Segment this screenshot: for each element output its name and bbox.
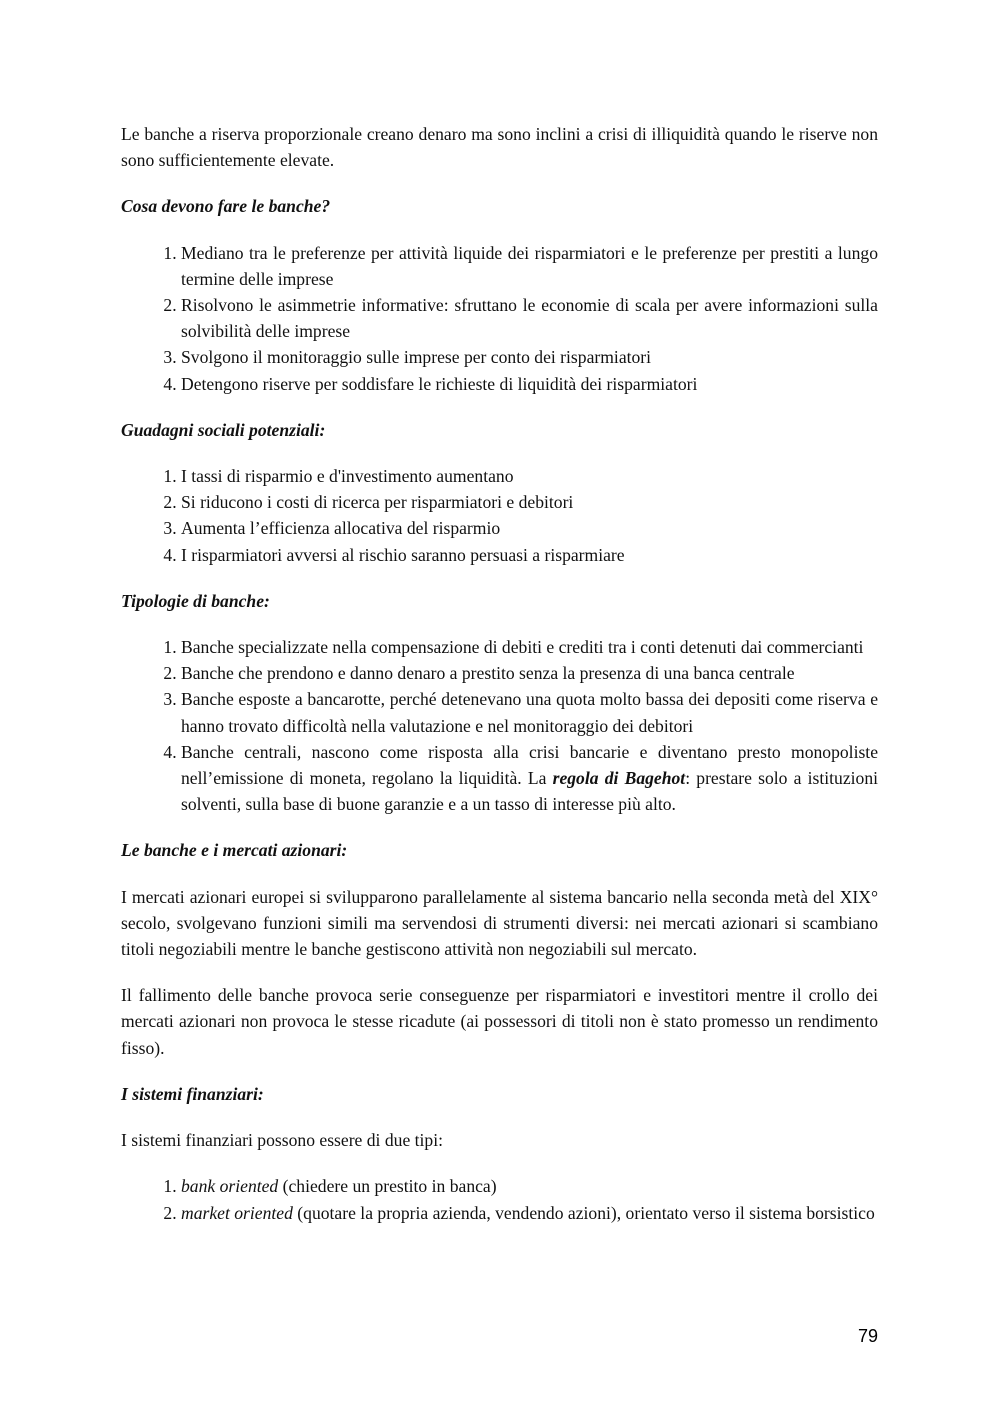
list-item [181,1200,878,1226]
list-item-term: market oriented [181,1202,293,1223]
list-item: 4. Detengono riserve per soddisfare le richieste di liquidità dei risparmiatori [181,371,878,397]
social-gains-list [121,463,878,568]
list-item: 3. Svolgono il monitoraggio sulle imprese per conto dei risparmiatori [181,344,878,370]
list-item: 1. I tassi di risparmio e d'investimento aumentano [181,463,878,489]
list-item-text: Banche centrali, nascono come risposta alla crisi bancarie e diventano presto monopoliste nell’emissione di moneta, regolano la liquidità. La [181,741,878,789]
bagehot-rule-term: regola di Bagehot [552,768,686,789]
body-paragraph: Il fallimento delle banche provoca serie conseguenze per risparmiatori e investitori mentre il crollo dei mercati azionari non provoca le stesse ricadute (ai possessori di titoli non è stato promesso un rendimento fisso). [121,985,878,1058]
body-paragraph: I sistemi finanziari possono essere di due tipi: [121,1130,443,1151]
list-item: 3. Aumenta l’efficienza allocativa del risparmio [181,515,878,541]
section-heading-social-gains: Guadagni sociali potenziali: [121,419,326,440]
list-item: 2. Risolvono le asimmetrie informative: sfruttano le economie di scala per avere informazioni sulla solvibilità delle imprese [181,292,878,344]
section-heading-financial-systems: I sistemi finanziari: [121,1083,264,1104]
bank-types-list [121,634,878,817]
list-item-term: bank oriented [181,1176,279,1197]
list-item-text: (quotare la propria azienda, vendendo azioni), orientato verso il sistema borsistico [292,1202,875,1223]
page-content [121,121,878,1246]
list-item: 4. I risparmiatori avversi al rischio saranno persuasi a risparmiare [181,542,878,568]
section-heading-bank-functions: Cosa devono fare le banche? [121,196,331,217]
page-number: 79 [857,1326,878,1346]
list-item [181,1173,878,1199]
list-item-text: : prestare solo a istituzioni solventi, sulla base di buone garanzie e a un tasso di interesse più alto. [181,768,879,815]
body-paragraph: I mercati azionari europei si svilupparono parallelamente al sistema bancario nella seconda metà del XIX° secolo, svolgevano funzioni simili ma servendosi di strumenti diversi: nei mercati azionari si scambiano titoli negoziabili mentre le banche gestiscono attività non negoziabili sul mercato. [121,886,878,960]
list-item: 3. Banche esposte a bancarotte, perché detenevano una quota molto bassa dei depositi come riserva e hanno trovato difficoltà nella valutazione e nel monitoraggio dei debitori [181,686,878,738]
list-item: 2. Banche che prendono e danno denaro a prestito senza la presenza di una banca centrale [181,660,878,686]
section-heading-bank-types: Tipologie di banche: [121,590,270,611]
list-item: 2. Si riducono i costi di ricerca per risparmiatori e debitori [181,489,878,515]
financial-systems-list [121,1173,878,1225]
list-item-text: (chiedere un prestito in banca) [278,1176,497,1197]
list-item [181,739,878,818]
section-heading-banks-and-stock-markets: Le banche e i mercati azionari: [121,840,348,861]
list-item: 1. Banche specializzate nella compensazione di debiti e crediti tra i conti detenuti dai commercianti [181,634,878,660]
list-item: 1. Mediano tra le preferenze per attività liquide dei risparmiatori e le preferenze per prestiti a lungo termine delle imprese [181,240,878,292]
bank-functions-list [121,240,878,397]
intro-paragraph: Le banche a riserva proporzionale creano denaro ma sono inclini a crisi di illiquidità quando le riserve non sono sufficientemente elevate. [121,124,878,171]
